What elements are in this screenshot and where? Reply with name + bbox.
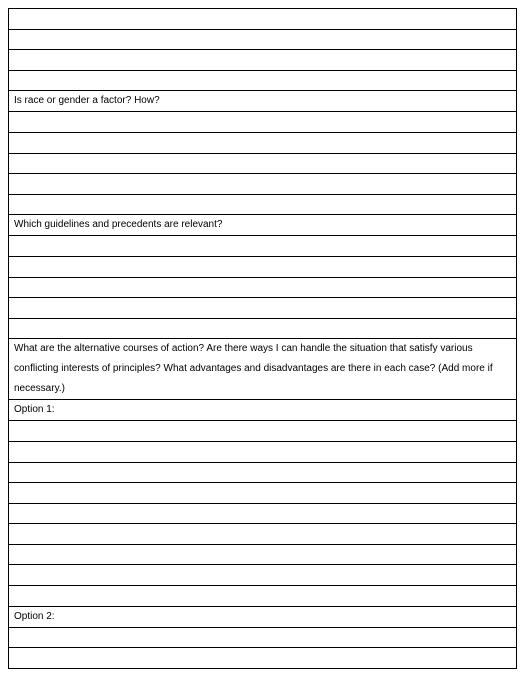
- blank-answer-row: [9, 421, 517, 442]
- answer-cell[interactable]: [9, 298, 517, 319]
- blank-answer-row: [9, 298, 517, 319]
- blank-answer-row: [9, 256, 517, 277]
- answer-cell[interactable]: [9, 277, 517, 298]
- blank-answer-row: [9, 503, 517, 524]
- blank-answer-row: [9, 586, 517, 607]
- prompt-race-gender: [9, 91, 517, 112]
- answer-cell[interactable]: [9, 236, 517, 257]
- blank-answer-row: [9, 544, 517, 565]
- blank-answer-row: [9, 441, 517, 462]
- blank-answer-row: [9, 318, 517, 339]
- answer-cell[interactable]: [9, 565, 517, 586]
- prompt-cell: Option 1:: [9, 400, 517, 421]
- blank-answer-row: [9, 29, 517, 50]
- answer-cell[interactable]: [9, 112, 517, 133]
- answer-cell[interactable]: [9, 648, 517, 669]
- answer-cell[interactable]: [9, 174, 517, 195]
- option-2-label: [9, 606, 517, 627]
- answer-cell[interactable]: [9, 9, 517, 30]
- blank-answer-row: [9, 483, 517, 504]
- blank-answer-row: [9, 174, 517, 195]
- blank-answer-row: [9, 277, 517, 298]
- prompt-cell: Which guidelines and precedents are relevant?: [9, 215, 517, 236]
- blank-answer-row: [9, 50, 517, 71]
- blank-answer-row: [9, 462, 517, 483]
- blank-answer-row: [9, 648, 517, 669]
- option-1-label: [9, 400, 517, 421]
- answer-cell[interactable]: [9, 256, 517, 277]
- answer-cell[interactable]: [9, 441, 517, 462]
- answer-cell[interactable]: [9, 627, 517, 648]
- prompt-cell: What are the alternative courses of action? Are there ways I can handle the situation that satisfy various conflicting interests of principles? What advantages and disadvantages are there in each case? (Add more if necessary.): [9, 339, 517, 400]
- worksheet-table: [8, 8, 517, 669]
- answer-cell[interactable]: [9, 318, 517, 339]
- blank-answer-row: [9, 112, 517, 133]
- answer-cell[interactable]: [9, 29, 517, 50]
- blank-answer-row: [9, 9, 517, 30]
- answer-cell[interactable]: [9, 503, 517, 524]
- worksheet-body: [9, 9, 517, 669]
- blank-answer-row: [9, 627, 517, 648]
- blank-answer-row: [9, 565, 517, 586]
- blank-answer-row: [9, 132, 517, 153]
- prompt-alternatives: [9, 339, 517, 400]
- prompt-cell: Option 2:: [9, 606, 517, 627]
- answer-cell[interactable]: [9, 132, 517, 153]
- blank-answer-row: [9, 70, 517, 91]
- answer-cell[interactable]: [9, 462, 517, 483]
- blank-answer-row: [9, 153, 517, 174]
- answer-cell[interactable]: [9, 483, 517, 504]
- answer-cell[interactable]: [9, 421, 517, 442]
- answer-cell[interactable]: [9, 524, 517, 545]
- answer-cell[interactable]: [9, 194, 517, 215]
- answer-cell[interactable]: [9, 586, 517, 607]
- answer-cell[interactable]: [9, 544, 517, 565]
- prompt-guidelines: [9, 215, 517, 236]
- answer-cell[interactable]: [9, 70, 517, 91]
- blank-answer-row: [9, 194, 517, 215]
- answer-cell[interactable]: [9, 153, 517, 174]
- blank-answer-row: [9, 236, 517, 257]
- answer-cell[interactable]: [9, 50, 517, 71]
- prompt-cell: Is race or gender a factor? How?: [9, 91, 517, 112]
- blank-answer-row: [9, 524, 517, 545]
